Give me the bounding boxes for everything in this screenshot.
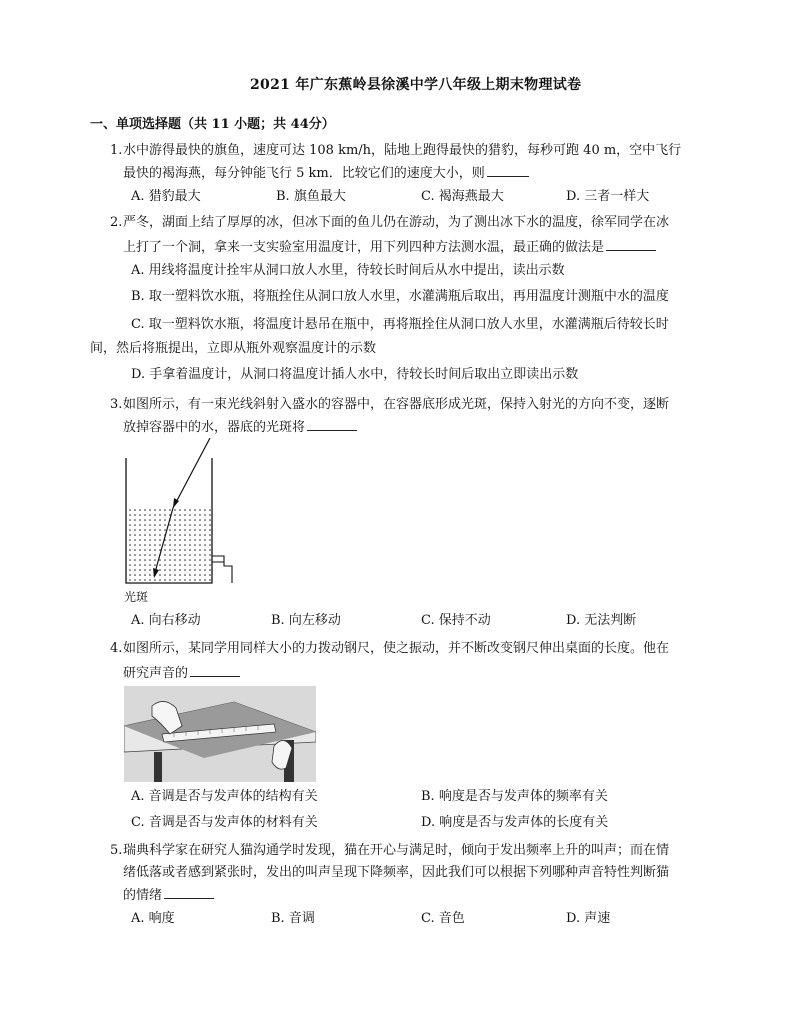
q2-text-line2: 上打了一个洞，拿来一支实验室用温度计，用下列四种方法测水温，最正确的做法是	[123, 238, 656, 257]
q1-text-line1: 水中游得最快的旗鱼，速度可达 108 km/h，陆地上跑得最快的猎豹，每秒可跑 40 m，空中飞行	[123, 143, 682, 158]
q1-number: 1.	[110, 143, 123, 158]
q3-option-c[interactable]: C. 保持不动	[421, 613, 491, 628]
answer-blank	[307, 418, 357, 431]
q4-option-c[interactable]: C. 音调是否与发声体的材料有关	[131, 815, 318, 830]
q5-text-line1: 瑞典科学家在研究人猫沟通学时发现，猫在开心与满足时，倾向于发出频率上升的叫声；而在情	[123, 843, 670, 858]
q2-option-a[interactable]: A. 用线将温度计拴牢从洞口放人水里，待较长时间后从水中提出，读出示数	[131, 263, 565, 278]
q5-option-a[interactable]: A. 响度	[131, 911, 175, 926]
q1-option-d[interactable]: D. 三者一样大	[566, 189, 650, 204]
q5-text-line3: 的情绪	[123, 886, 214, 905]
q5-option-d[interactable]: D. 声速	[566, 911, 611, 926]
answer-blank	[487, 164, 529, 177]
incident-ray	[173, 438, 210, 508]
q4-number: 4.	[110, 641, 123, 656]
q3-text-line2: 放掉容器中的水，器底的光斑将	[123, 418, 357, 437]
ruler-vibration-figure	[124, 686, 316, 782]
section-header: 一、单项选择题（共 11 小题；共 44分）	[90, 117, 335, 132]
q4-text-line2: 研究声音的	[123, 664, 240, 683]
q5-option-b[interactable]: B. 音调	[271, 911, 315, 926]
q3-option-a[interactable]: A. 向右移动	[131, 613, 201, 628]
q2-option-d[interactable]: D. 手拿着温度计，从洞口将温度计插人水中，待较长时间后取出立即读出示数	[131, 367, 579, 382]
q1-text-line2: 最快的褐海燕，每分钟能飞行 5 km．比较它们的速度大小，则	[123, 164, 529, 183]
q5-option-c[interactable]: C. 音色	[421, 911, 465, 926]
q2-option-c-line1[interactable]: C. 取一塑料饮水瓶，将温度计悬吊在瓶中，再将瓶拴住从洞口放人水里，水灌满瓶后待较长时	[131, 317, 669, 332]
table-leg	[154, 752, 162, 782]
q3-option-b[interactable]: B. 向左移动	[271, 613, 341, 628]
q4-option-d[interactable]: D. 响度是否与发声体的长度有关	[421, 815, 609, 830]
q2-number: 2.	[110, 215, 123, 230]
q4-text-line1: 如图所示，某同学用同样大小的力拨动钢尺，使之振动，并不断改变钢尺伸出桌面的长度。他在	[123, 641, 670, 656]
q2-option-b[interactable]: B. 取一塑料饮水瓶，将瓶拴住从洞口放人水里，水灌满瓶后取出，再用温度计测瓶中水的温度	[131, 289, 669, 304]
q4-option-b[interactable]: B. 响度是否与发声体的频率有关	[421, 789, 608, 804]
q3-option-d[interactable]: D. 无法判断	[566, 613, 637, 628]
page-title: 2021 年广东蕉岭县徐溪中学八年级上期末物理试卷	[250, 77, 582, 93]
q1-option-a[interactable]: A. 猎豹最大	[131, 189, 201, 204]
answer-blank	[164, 886, 214, 899]
water-fill	[126, 508, 212, 583]
q3-text-line1: 如图所示，有一束光线斜射入盛水的容器中，在容器底形成光斑，保持入射光的方向不变，逐断	[123, 397, 670, 412]
q5-text-line2: 绪低落或者感到紧张时，发出的叫声呈现下降频率，因此我们可以根据下列哪种声音特性判断猫	[123, 865, 670, 880]
q3-number: 3.	[110, 397, 123, 412]
light-spot-label: 光斑	[124, 590, 149, 604]
answer-blank	[606, 238, 656, 251]
q4-option-a[interactable]: A. 音调是否与发声体的结构有关	[131, 789, 318, 804]
q5-number: 5.	[110, 843, 123, 858]
light-refraction-figure	[118, 438, 248, 588]
q1-option-b[interactable]: B. 旗鱼最大	[276, 189, 346, 204]
answer-blank	[190, 664, 240, 677]
drain-pipe	[212, 556, 232, 583]
q2-text-line1: 严冬，湖面上结了厚厚的冰，但冰下面的鱼儿仍在游动，为了测出冰下水的温度，徐军同学在冰	[123, 215, 670, 230]
q1-option-c[interactable]: C. 褐海燕最大	[421, 189, 504, 204]
q2-option-c-line2: 间，然后将瓶提出，立即从瓶外观察温度计的示数	[90, 341, 377, 356]
